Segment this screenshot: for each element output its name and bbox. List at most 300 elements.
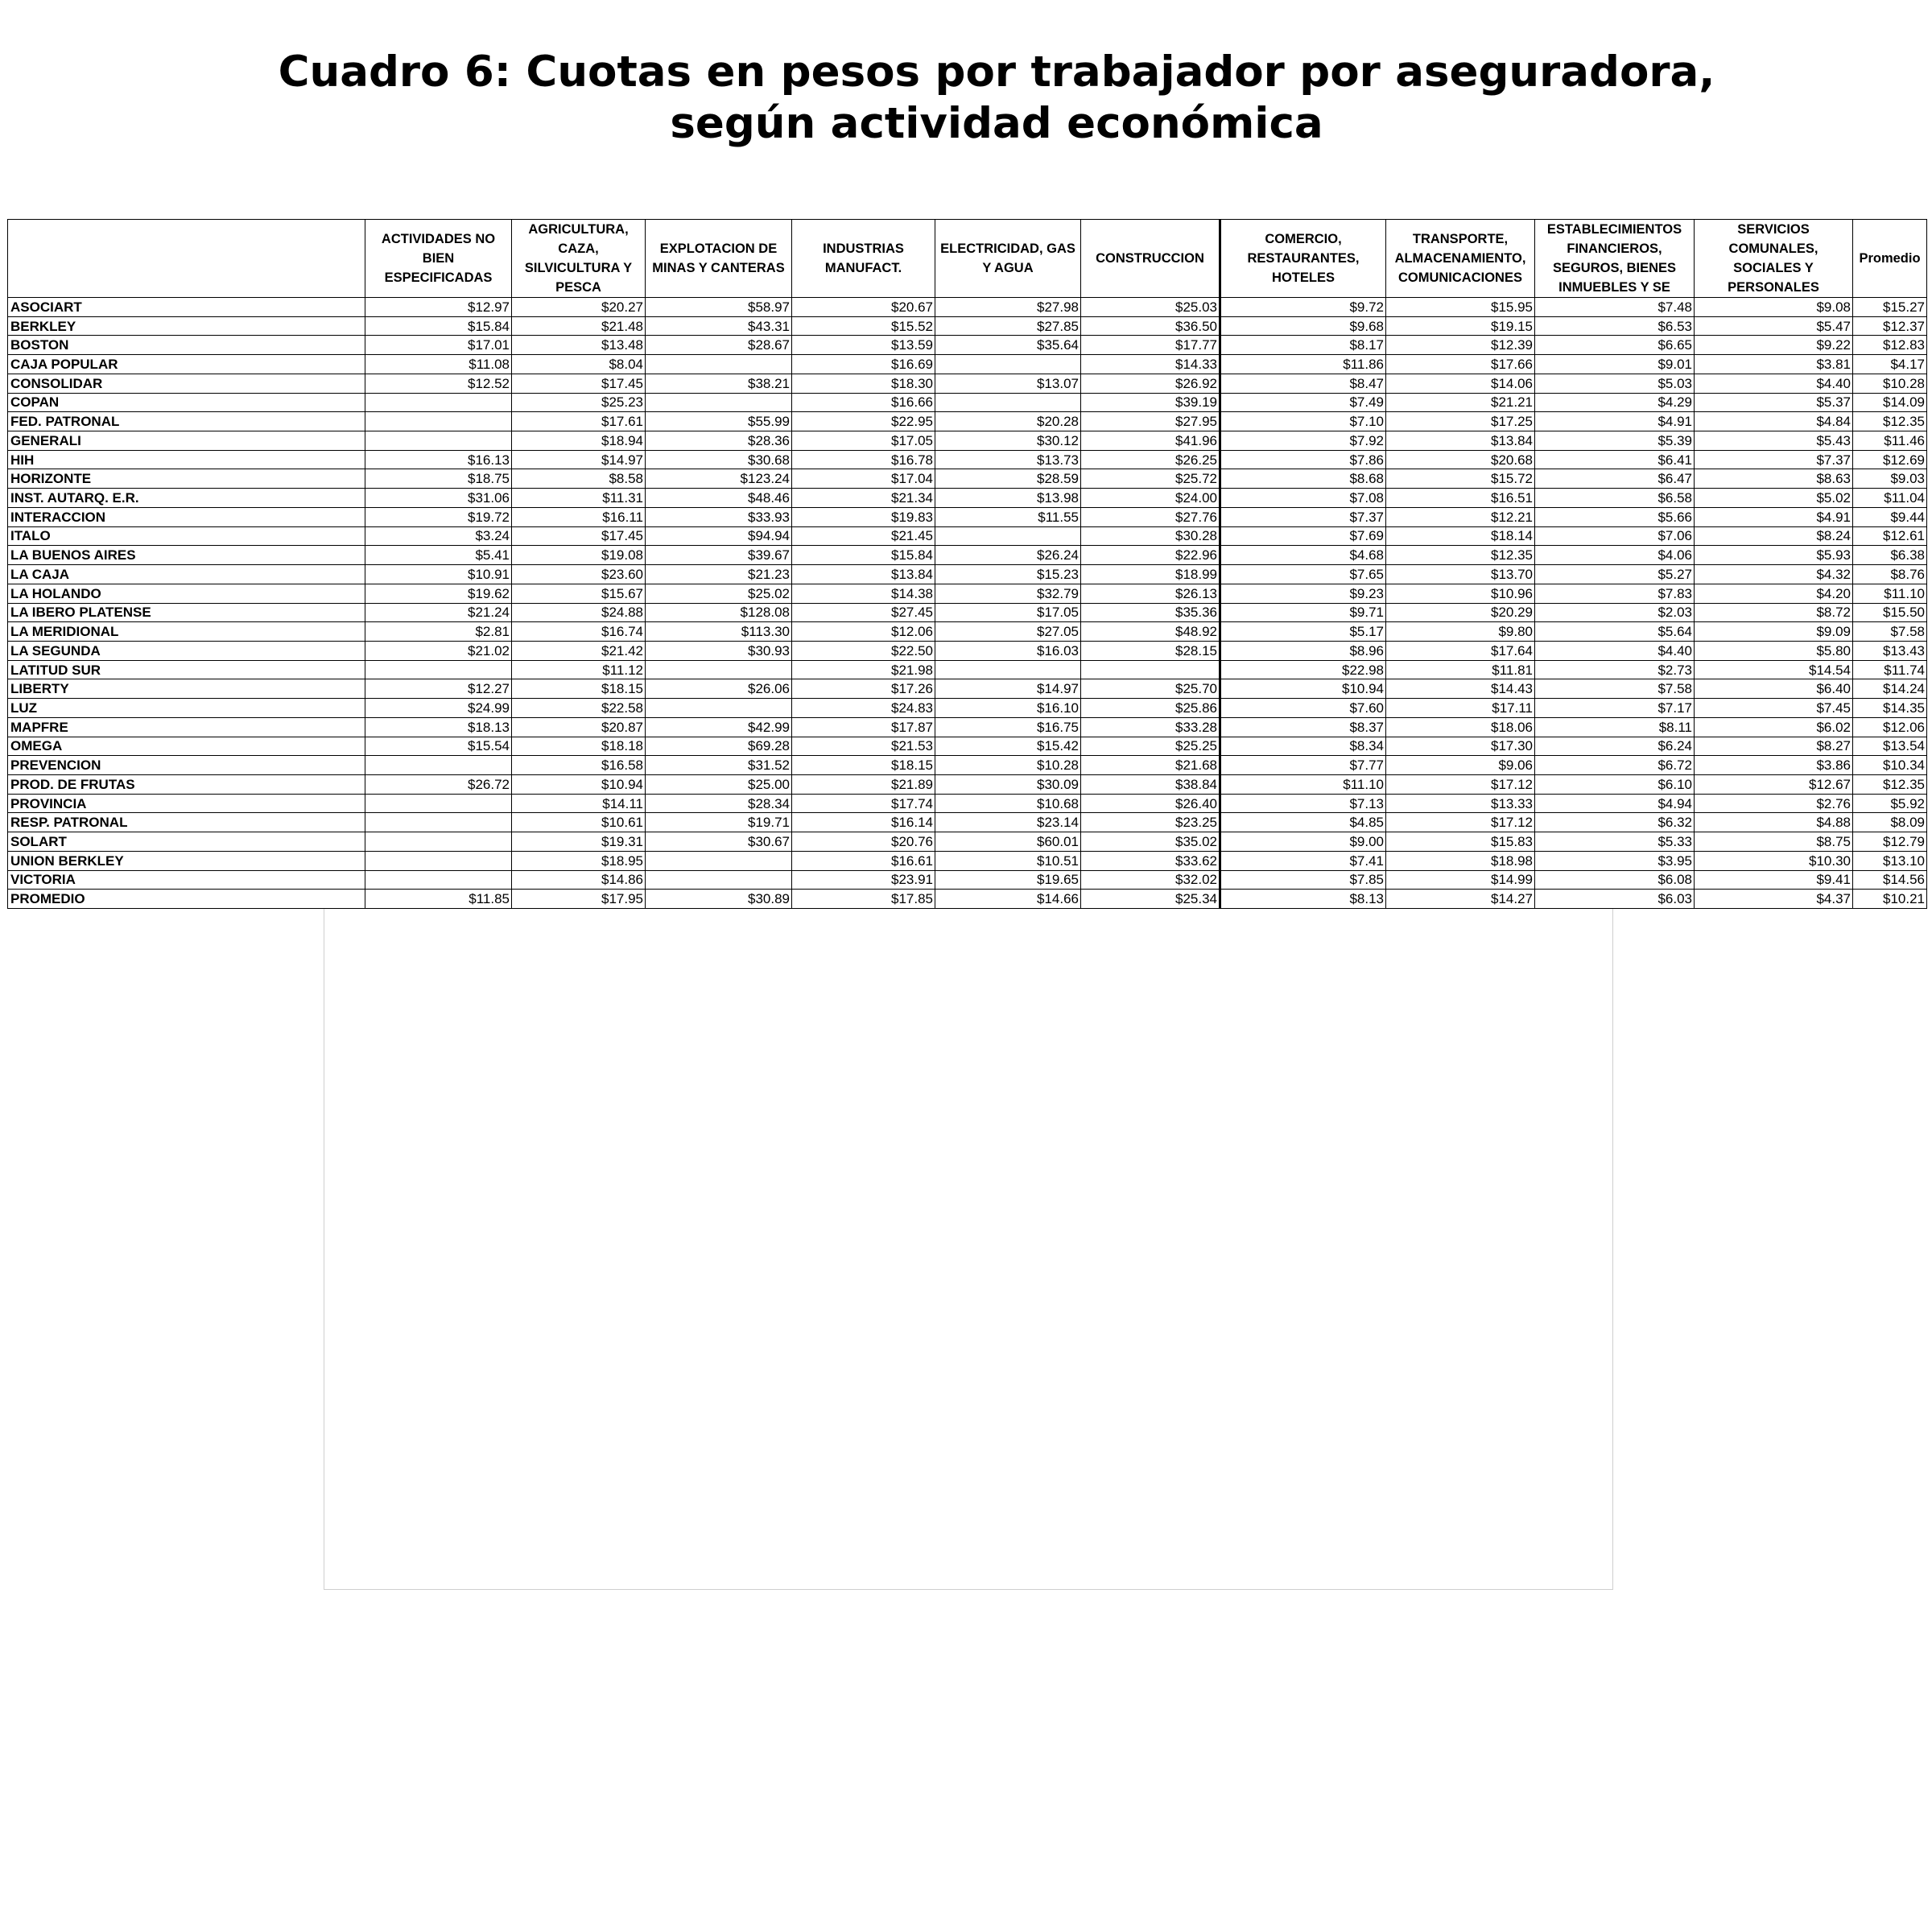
quota-table: [7, 219, 1927, 909]
value-cell: $5.41: [365, 546, 512, 565]
table-row: [8, 622, 1927, 642]
value-cell: $10.96: [1386, 584, 1535, 603]
value-cell: $11.74: [1853, 660, 1927, 679]
value-cell: $5.47: [1695, 316, 1853, 336]
value-cell: [365, 813, 512, 832]
value-cell: $6.72: [1535, 756, 1695, 775]
value-cell: $17.66: [1386, 355, 1535, 374]
value-cell: $19.62: [365, 584, 512, 603]
table-row: [8, 412, 1927, 431]
table-body: [8, 298, 1927, 909]
value-cell: $13.33: [1386, 794, 1535, 813]
value-cell: $18.75: [365, 469, 512, 489]
value-cell: $10.61: [512, 813, 646, 832]
value-cell: [365, 431, 512, 451]
value-cell: $31.06: [365, 489, 512, 508]
insurer-name-cell: LA SEGUNDA: [8, 641, 365, 660]
table-row: [8, 546, 1927, 565]
value-cell: $10.91: [365, 565, 512, 584]
value-cell: $13.10: [1853, 851, 1927, 870]
empty-frame: [324, 908, 1613, 1590]
value-cell: $15.52: [792, 316, 935, 336]
insurer-name-cell: LUZ: [8, 699, 365, 718]
value-cell: [365, 794, 512, 813]
value-cell: $39.19: [1081, 393, 1220, 412]
value-cell: $30.89: [646, 890, 792, 909]
value-cell: $9.44: [1853, 507, 1927, 526]
value-cell: $6.10: [1535, 774, 1695, 794]
value-cell: [646, 699, 792, 718]
value-cell: $21.42: [512, 641, 646, 660]
value-cell: $13.70: [1386, 565, 1535, 584]
value-cell: $8.68: [1220, 469, 1386, 489]
value-cell: $10.94: [512, 774, 646, 794]
value-cell: $16.75: [935, 717, 1081, 737]
value-cell: $12.06: [792, 622, 935, 642]
value-cell: $12.35: [1386, 546, 1535, 565]
value-cell: $14.99: [1386, 870, 1535, 890]
insurer-name-cell: HIH: [8, 450, 365, 469]
value-cell: $25.23: [512, 393, 646, 412]
value-cell: $16.58: [512, 756, 646, 775]
table-row: [8, 489, 1927, 508]
value-cell: $18.06: [1386, 717, 1535, 737]
value-cell: $11.31: [512, 489, 646, 508]
value-cell: $27.76: [1081, 507, 1220, 526]
value-cell: $12.83: [1853, 336, 1927, 355]
value-cell: $6.40: [1695, 679, 1853, 699]
value-cell: $2.76: [1695, 794, 1853, 813]
value-cell: $5.43: [1695, 431, 1853, 451]
value-cell: $28.34: [646, 794, 792, 813]
table-row: [8, 450, 1927, 469]
value-cell: $14.06: [1386, 374, 1535, 393]
value-cell: $5.17: [1220, 622, 1386, 642]
insurer-name-cell: INTERACCION: [8, 507, 365, 526]
table-row: [8, 813, 1927, 832]
value-cell: $12.39: [1386, 336, 1535, 355]
value-cell: $12.35: [1853, 774, 1927, 794]
value-cell: $22.50: [792, 641, 935, 660]
value-cell: $7.86: [1220, 450, 1386, 469]
value-cell: $21.23: [646, 565, 792, 584]
value-cell: $24.88: [512, 603, 646, 622]
value-cell: [935, 660, 1081, 679]
value-cell: $6.41: [1535, 450, 1695, 469]
value-cell: [935, 526, 1081, 546]
value-cell: $19.08: [512, 546, 646, 565]
value-cell: $17.61: [512, 412, 646, 431]
value-cell: $30.09: [935, 774, 1081, 794]
value-cell: $15.83: [1386, 832, 1535, 852]
value-cell: $10.34: [1853, 756, 1927, 775]
value-cell: $27.05: [935, 622, 1081, 642]
value-cell: $16.74: [512, 622, 646, 642]
value-cell: $25.02: [646, 584, 792, 603]
value-cell: $11.10: [1220, 774, 1386, 794]
value-cell: $12.37: [1853, 316, 1927, 336]
value-cell: $35.02: [1081, 832, 1220, 852]
value-cell: $14.43: [1386, 679, 1535, 699]
value-cell: $30.12: [935, 431, 1081, 451]
value-cell: $23.91: [792, 870, 935, 890]
value-cell: $17.45: [512, 526, 646, 546]
value-cell: $22.58: [512, 699, 646, 718]
value-cell: $22.98: [1220, 660, 1386, 679]
value-cell: $8.76: [1853, 565, 1927, 584]
insurer-name-cell: LA IBERO PLATENSE: [8, 603, 365, 622]
value-cell: $4.29: [1535, 393, 1695, 412]
value-cell: $21.02: [365, 641, 512, 660]
value-cell: $12.79: [1853, 832, 1927, 852]
value-cell: $11.86: [1220, 355, 1386, 374]
value-cell: $21.98: [792, 660, 935, 679]
value-cell: [365, 851, 512, 870]
value-cell: $5.64: [1535, 622, 1695, 642]
value-cell: $9.06: [1386, 756, 1535, 775]
table-row: [8, 890, 1927, 909]
value-cell: $33.28: [1081, 717, 1220, 737]
value-cell: $5.39: [1535, 431, 1695, 451]
value-cell: [365, 870, 512, 890]
value-cell: $5.66: [1535, 507, 1695, 526]
value-cell: $12.35: [1853, 412, 1927, 431]
value-cell: $36.50: [1081, 316, 1220, 336]
value-cell: $28.15: [1081, 641, 1220, 660]
value-cell: $5.03: [1535, 374, 1695, 393]
page-title-line-1: Cuadro 6: Cuotas en pesos por trabajador por aseguradora,: [278, 47, 1715, 97]
value-cell: $25.25: [1081, 737, 1220, 756]
value-cell: $21.34: [792, 489, 935, 508]
table-row: [8, 374, 1927, 393]
value-cell: $11.46: [1853, 431, 1927, 451]
value-cell: $16.61: [792, 851, 935, 870]
value-cell: $15.42: [935, 737, 1081, 756]
value-cell: [646, 870, 792, 890]
value-cell: $20.28: [935, 412, 1081, 431]
value-cell: $94.94: [646, 526, 792, 546]
table-row: [8, 717, 1927, 737]
value-cell: $113.30: [646, 622, 792, 642]
value-cell: $7.13: [1220, 794, 1386, 813]
value-cell: $6.47: [1535, 469, 1695, 489]
value-cell: $11.85: [365, 890, 512, 909]
value-cell: $7.37: [1695, 450, 1853, 469]
value-cell: $7.37: [1220, 507, 1386, 526]
value-cell: [1081, 660, 1220, 679]
value-cell: $32.02: [1081, 870, 1220, 890]
value-cell: $7.58: [1535, 679, 1695, 699]
value-cell: $21.68: [1081, 756, 1220, 775]
table-row: [8, 679, 1927, 699]
value-cell: $4.32: [1695, 565, 1853, 584]
value-cell: $14.35: [1853, 699, 1927, 718]
value-cell: $14.66: [935, 890, 1081, 909]
value-cell: $69.28: [646, 737, 792, 756]
value-cell: $17.11: [1386, 699, 1535, 718]
table-row: [8, 756, 1927, 775]
value-cell: $8.72: [1695, 603, 1853, 622]
insurer-name-cell: HORIZONTE: [8, 469, 365, 489]
value-cell: $28.36: [646, 431, 792, 451]
value-cell: $8.04: [512, 355, 646, 374]
value-cell: $9.03: [1853, 469, 1927, 489]
table-row: [8, 316, 1927, 336]
table-row: [8, 699, 1927, 718]
value-cell: $8.17: [1220, 336, 1386, 355]
table-row: [8, 641, 1927, 660]
table-row: [8, 565, 1927, 584]
value-cell: $9.80: [1386, 622, 1535, 642]
value-cell: $9.71: [1220, 603, 1386, 622]
table-row: [8, 393, 1927, 412]
value-cell: $8.09: [1853, 813, 1927, 832]
value-cell: [646, 355, 792, 374]
value-cell: $19.31: [512, 832, 646, 852]
value-cell: $20.29: [1386, 603, 1535, 622]
value-cell: $11.81: [1386, 660, 1535, 679]
value-cell: $27.98: [935, 298, 1081, 317]
value-cell: $10.94: [1220, 679, 1386, 699]
value-cell: $7.65: [1220, 565, 1386, 584]
value-cell: $9.72: [1220, 298, 1386, 317]
column-header: SERVICIOS COMUNALES, SOCIALES Y PERSONALES: [1695, 220, 1853, 298]
value-cell: $23.14: [935, 813, 1081, 832]
value-cell: $7.41: [1220, 851, 1386, 870]
value-cell: [365, 756, 512, 775]
table-row: [8, 794, 1927, 813]
value-cell: $12.21: [1386, 507, 1535, 526]
insurer-name-cell: PROMEDIO: [8, 890, 365, 909]
value-cell: $14.56: [1853, 870, 1927, 890]
value-cell: $6.58: [1535, 489, 1695, 508]
value-cell: $30.67: [646, 832, 792, 852]
value-cell: $14.54: [1695, 660, 1853, 679]
value-cell: $4.40: [1695, 374, 1853, 393]
value-cell: $9.00: [1220, 832, 1386, 852]
value-cell: $13.98: [935, 489, 1081, 508]
value-cell: $14.38: [792, 584, 935, 603]
value-cell: $9.08: [1695, 298, 1853, 317]
value-cell: $16.51: [1386, 489, 1535, 508]
value-cell: $58.97: [646, 298, 792, 317]
value-cell: $14.97: [935, 679, 1081, 699]
column-header: INDUSTRIAS MANUFACT.: [792, 220, 935, 298]
value-cell: $26.06: [646, 679, 792, 699]
value-cell: [365, 832, 512, 852]
insurer-name-cell: LATITUD SUR: [8, 660, 365, 679]
value-cell: $17.12: [1386, 774, 1535, 794]
value-cell: $19.71: [646, 813, 792, 832]
column-header: ESTABLECIMIENTOS FINANCIEROS, SEGUROS, BIENES INMUEBLES Y SE: [1535, 220, 1695, 298]
value-cell: $17.25: [1386, 412, 1535, 431]
value-cell: $15.84: [365, 316, 512, 336]
value-cell: $16.03: [935, 641, 1081, 660]
value-cell: $14.27: [1386, 890, 1535, 909]
value-cell: $10.28: [1853, 374, 1927, 393]
value-cell: $10.51: [935, 851, 1081, 870]
value-cell: $26.13: [1081, 584, 1220, 603]
value-cell: $10.28: [935, 756, 1081, 775]
value-cell: $8.37: [1220, 717, 1386, 737]
value-cell: $18.18: [512, 737, 646, 756]
table-row: [8, 355, 1927, 374]
value-cell: $4.20: [1695, 584, 1853, 603]
value-cell: $5.80: [1695, 641, 1853, 660]
value-cell: $25.72: [1081, 469, 1220, 489]
value-cell: $19.83: [792, 507, 935, 526]
value-cell: $13.73: [935, 450, 1081, 469]
value-cell: $20.27: [512, 298, 646, 317]
value-cell: $27.95: [1081, 412, 1220, 431]
value-cell: $7.92: [1220, 431, 1386, 451]
value-cell: $20.76: [792, 832, 935, 852]
value-cell: $123.24: [646, 469, 792, 489]
table-row: [8, 774, 1927, 794]
value-cell: $9.22: [1695, 336, 1853, 355]
value-cell: $26.24: [935, 546, 1081, 565]
column-header: TRANSPORTE, ALMACENAMIENTO, COMUNICACIONES: [1386, 220, 1535, 298]
value-cell: $21.53: [792, 737, 935, 756]
value-cell: $19.65: [935, 870, 1081, 890]
value-cell: $14.24: [1853, 679, 1927, 699]
value-cell: $7.06: [1535, 526, 1695, 546]
insurer-name-cell: ITALO: [8, 526, 365, 546]
value-cell: $32.79: [935, 584, 1081, 603]
value-cell: $7.45: [1695, 699, 1853, 718]
value-cell: $8.27: [1695, 737, 1853, 756]
value-cell: $13.54: [1853, 737, 1927, 756]
value-cell: $11.08: [365, 355, 512, 374]
value-cell: $5.92: [1853, 794, 1927, 813]
insurer-name-cell: PROVINCIA: [8, 794, 365, 813]
value-cell: $30.68: [646, 450, 792, 469]
table-row: [8, 737, 1927, 756]
table-row: [8, 469, 1927, 489]
value-cell: $6.65: [1535, 336, 1695, 355]
value-cell: $26.25: [1081, 450, 1220, 469]
table-row: [8, 870, 1927, 890]
value-cell: $20.67: [792, 298, 935, 317]
value-cell: $20.68: [1386, 450, 1535, 469]
value-cell: $4.88: [1695, 813, 1853, 832]
value-cell: $9.01: [1535, 355, 1695, 374]
value-cell: $31.52: [646, 756, 792, 775]
value-cell: $13.48: [512, 336, 646, 355]
value-cell: $2.03: [1535, 603, 1695, 622]
value-cell: $7.48: [1535, 298, 1695, 317]
column-header: Promedio: [1853, 220, 1927, 298]
table-row: [8, 431, 1927, 451]
value-cell: $14.33: [1081, 355, 1220, 374]
value-cell: $10.21: [1853, 890, 1927, 909]
value-cell: $35.64: [935, 336, 1081, 355]
value-cell: $18.95: [512, 851, 646, 870]
value-cell: [646, 851, 792, 870]
column-header: ELECTRICIDAD, GAS Y AGUA: [935, 220, 1081, 298]
value-cell: $7.49: [1220, 393, 1386, 412]
value-cell: $7.77: [1220, 756, 1386, 775]
value-cell: $7.17: [1535, 699, 1695, 718]
value-cell: $19.15: [1386, 316, 1535, 336]
value-cell: $7.10: [1220, 412, 1386, 431]
table-row: [8, 584, 1927, 603]
value-cell: $38.21: [646, 374, 792, 393]
value-cell: $25.34: [1081, 890, 1220, 909]
value-cell: $6.24: [1535, 737, 1695, 756]
value-cell: $10.68: [935, 794, 1081, 813]
value-cell: $22.96: [1081, 546, 1220, 565]
value-cell: $15.23: [935, 565, 1081, 584]
value-cell: $13.84: [1386, 431, 1535, 451]
value-cell: $18.30: [792, 374, 935, 393]
value-cell: $9.68: [1220, 316, 1386, 336]
value-cell: $21.24: [365, 603, 512, 622]
value-cell: $17.05: [935, 603, 1081, 622]
value-cell: $35.36: [1081, 603, 1220, 622]
value-cell: $3.86: [1695, 756, 1853, 775]
value-cell: $4.91: [1695, 507, 1853, 526]
value-cell: $18.15: [792, 756, 935, 775]
value-cell: $2.81: [365, 622, 512, 642]
value-cell: $48.46: [646, 489, 792, 508]
insurer-name-cell: MAPFRE: [8, 717, 365, 737]
value-cell: $28.59: [935, 469, 1081, 489]
value-cell: $26.92: [1081, 374, 1220, 393]
value-cell: $8.75: [1695, 832, 1853, 852]
value-cell: $33.62: [1081, 851, 1220, 870]
value-cell: $12.67: [1695, 774, 1853, 794]
value-cell: $7.58: [1853, 622, 1927, 642]
value-cell: $11.12: [512, 660, 646, 679]
value-cell: $15.27: [1853, 298, 1927, 317]
value-cell: $16.78: [792, 450, 935, 469]
value-cell: $17.01: [365, 336, 512, 355]
value-cell: $48.92: [1081, 622, 1220, 642]
column-header: EXPLOTACION DE MINAS Y CANTERAS: [646, 220, 792, 298]
value-cell: $23.60: [512, 565, 646, 584]
table-row: [8, 851, 1927, 870]
value-cell: $4.85: [1220, 813, 1386, 832]
insurer-name-cell: SOLART: [8, 832, 365, 852]
value-cell: $17.87: [792, 717, 935, 737]
value-cell: $4.68: [1220, 546, 1386, 565]
value-cell: $9.41: [1695, 870, 1853, 890]
value-cell: $5.02: [1695, 489, 1853, 508]
insurer-name-cell: LA HOLANDO: [8, 584, 365, 603]
value-cell: $25.70: [1081, 679, 1220, 699]
insurer-name-cell: GENERALI: [8, 431, 365, 451]
value-cell: $23.25: [1081, 813, 1220, 832]
page-title: [0, 47, 1932, 150]
insurer-name-cell: PREVENCION: [8, 756, 365, 775]
value-cell: $14.86: [512, 870, 646, 890]
value-cell: $4.17: [1853, 355, 1927, 374]
value-cell: $13.43: [1853, 641, 1927, 660]
value-cell: $17.26: [792, 679, 935, 699]
value-cell: $16.14: [792, 813, 935, 832]
insurer-name-cell: BERKLEY: [8, 316, 365, 336]
value-cell: $18.15: [512, 679, 646, 699]
table-row: [8, 336, 1927, 355]
value-cell: $38.84: [1081, 774, 1220, 794]
value-cell: $22.95: [792, 412, 935, 431]
value-cell: $13.07: [935, 374, 1081, 393]
value-cell: $16.66: [792, 393, 935, 412]
value-cell: $21.45: [792, 526, 935, 546]
value-cell: $12.27: [365, 679, 512, 699]
value-cell: $12.06: [1853, 717, 1927, 737]
